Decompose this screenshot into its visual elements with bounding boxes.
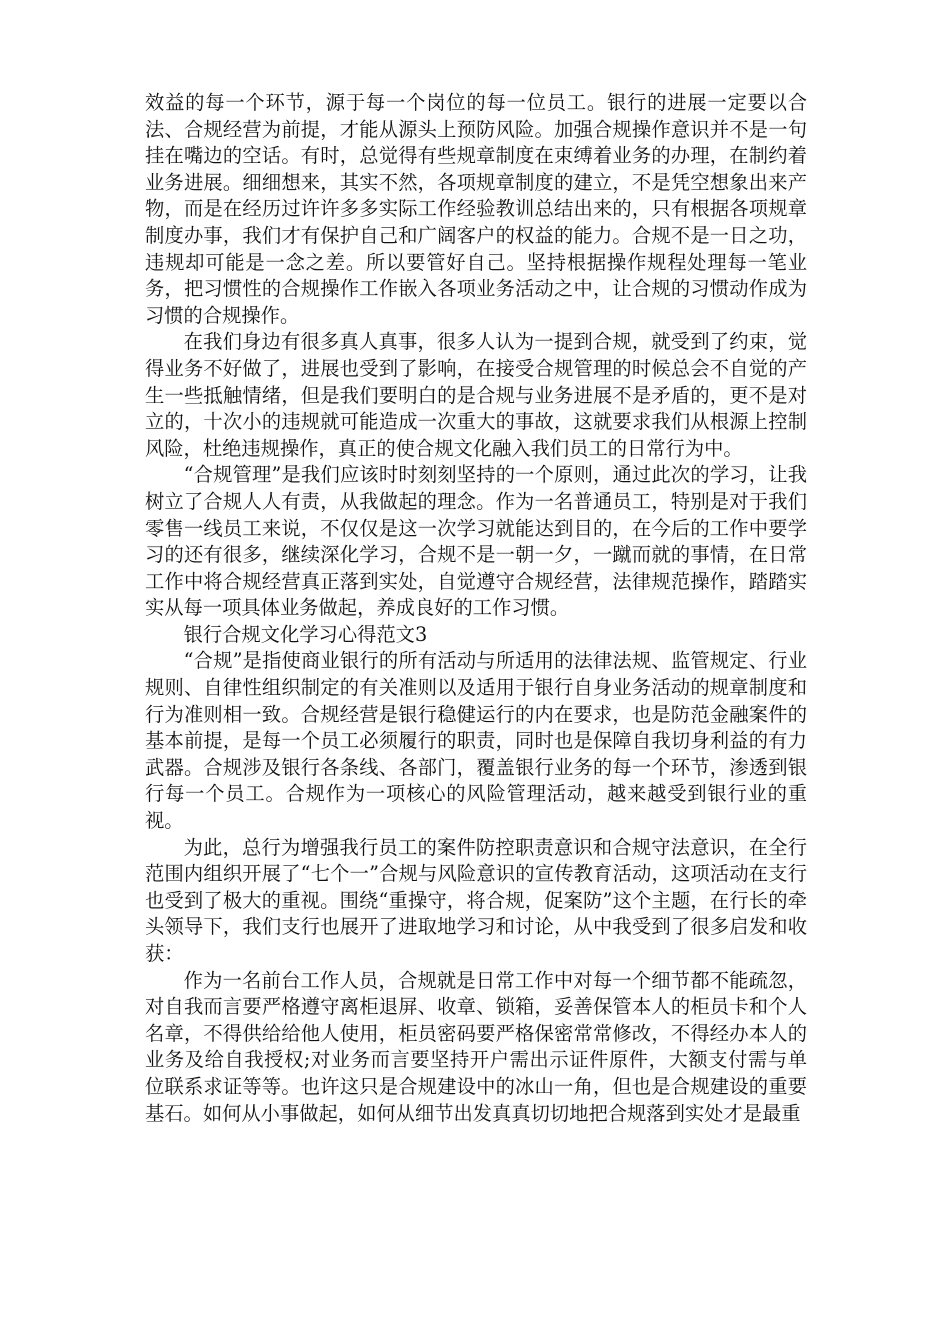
paragraph-2: 在我们身边有很多真人真事，很多人认为一提到合规，就受到了约束，觉得业务不好做了，进展也受到了影响，在接受合规管理的时候总会不自觉的产生一些抵触情绪，但是我们要明白的是合规与业务进展不是矛盾的，更不是对立的，十次小的违规就可能造成一次重大的事故，这就要求我们从根源上控制风险，杜绝违规操作，真正的使合规文化融入我们员工的日常行为中。 [145, 330, 807, 460]
document-body [145, 90, 807, 1127]
paragraph-3: “合规管理”是我们应该时时刻刻坚持的一个原则，通过此次的学习，让我树立了合规人人有责，从我做起的理念。作为一名普通员工，特别是对于我们零售一线员工来说，不仅仅是这一次学习就能达到目的，在今后的工作中要学习的还有很多，继续深化学习，合规不是一朝一夕，一蹴而就的事情，在日常工作中将合规经营真正落到实处，自觉遵守合规经营，法律规范操作，踏踏实实从每一项具体业务做起，养成良好的工作习惯。 [145, 463, 807, 620]
paragraph-5: 为此，总行为增强我行员工的案件防控职责意识和合规守法意识，在全行范围内组织开展了“七个一”合规与风险意识的宣传教育活动，这项活动在支行也受到了极大的重视。围绕“重操守，将合规，促案防”这个主题，在行长的牵头领导下，我们支行也展开了进取地学习和讨论，从中我受到了很多启发和收获： [145, 835, 807, 965]
paragraph-6: 作为一名前台工作人员，合规就是日常工作中对每一个细节都不能疏忽，对自我而言要严格遵守离柜退屏、收章、锁箱，妥善保管本人的柜员卡和个人名章，不得供给给他人使用，柜员密码要严格保密常常修改，不得经办本人的业务及给自我授权;对业务而言要坚持开户需出示证件原件，大额支付需与单位联系求证等等。也许这只是合规建设中的冰山一角，但也是合规建设的重要基石。如何从小事做起，如何从细节出发真真切切地把合规落到实处才是最重 [145, 968, 807, 1125]
paragraph-4: “合规”是指使商业银行的所有活动与所适用的法律法规、监管规定、行业规则、自律性组织制定的有关准则以及适用于银行自身业务活动的规章制度和行为准则相一致。合规经营是银行稳健运行的内在要求，也是防范金融案件的基本前提，是每一个员工必须履行的职责，同时也是保障自我切身利益的有力武器。合规涉及银行各条线、各部门，覆盖银行业务的每一个环节，渗透到银行每一个员工。合规作为一项核心的风险管理活动，越来越受到银行业的重视。 [145, 649, 807, 833]
paragraph-1: 效益的每一个环节，源于每一个岗位的每一位员工。银行的进展一定要以合法、合规经营为前提，才能从源头上预防风险。加强合规操作意识并不是一句挂在嘴边的空话。有时，总觉得有些规章制度在束缚着业务的办理，在制约着业务进展。细细想来，其实不然，各项规章制度的建立，不是凭空想象出来产物，而是在经历过许许多多实际工作经验教训总结出来的，只有根据各项规章制度办事，我们才有保护自己和广阔客户的权益的能力。合规不是一日之功，违规却可能是一念之差。所以要管好自己。坚持根据操作规程处理每一笔业务，把习惯性的合规操作工作嵌入各项业务活动之中，让合规的习惯动作成为习惯的合规操作。 [145, 91, 807, 327]
section-heading: 银行合规文化学习心得范文3 [183, 622, 428, 646]
